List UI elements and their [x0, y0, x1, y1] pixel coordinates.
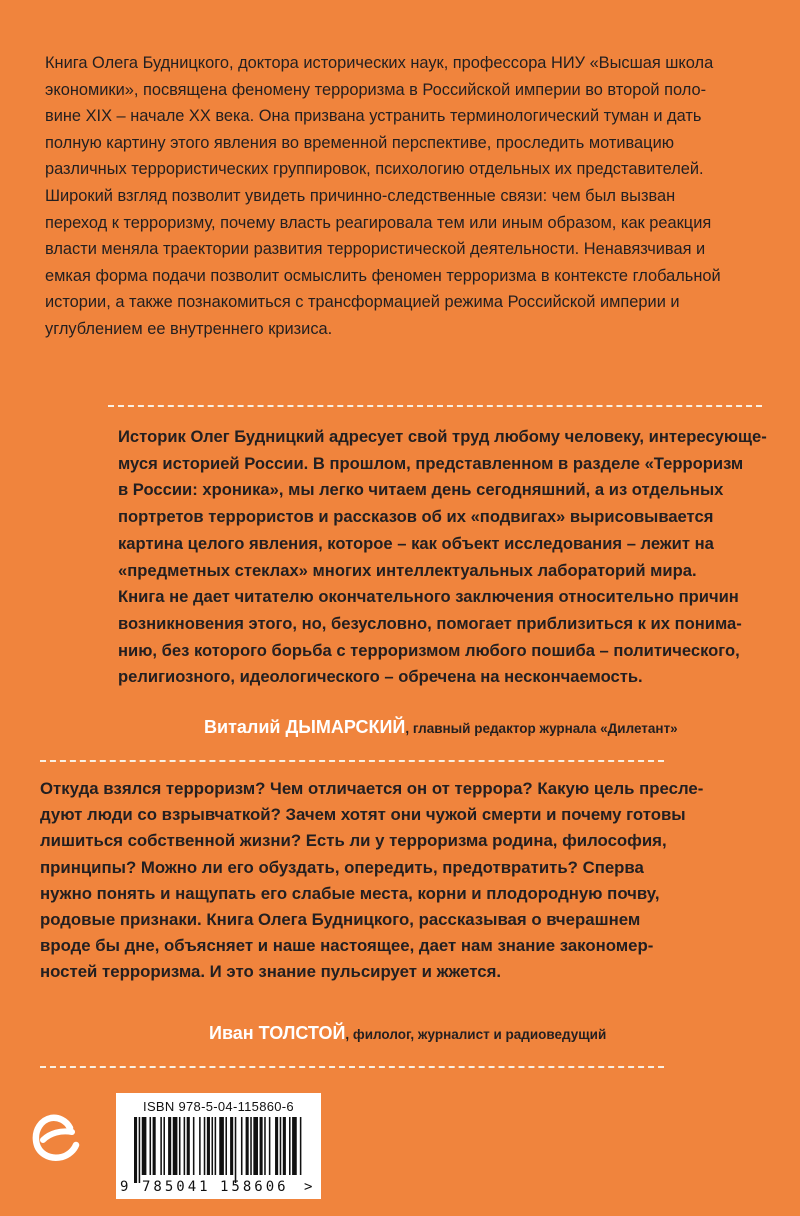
description-line: углублением ее внутреннего кризиса.: [45, 319, 333, 338]
description-line: полную картину этого явления во временной перспективе, проследить мотивацию: [45, 133, 675, 152]
barcode-group-left: 785041: [142, 1179, 211, 1195]
reviewer-last-name: ДЫМАРСКИЙ: [285, 717, 406, 737]
reviewer-role: , филолог, журналист и радиоведущий: [345, 1027, 607, 1042]
review-line: дуют люди со взрывчаткой? Зачем хотят они чужой смерти и почему готовы: [40, 805, 686, 825]
description-line: переход к терроризму, почему власть реагировала тем или иным образом, как реакция: [45, 213, 712, 232]
barcode-first-digit: 9: [120, 1179, 129, 1195]
dashed-divider: [40, 1066, 664, 1068]
review-line: нужно понять и нащупать его слабые места, корни и плодородную почву,: [40, 883, 660, 903]
eksmo-e-logo-icon: [32, 1110, 80, 1166]
review-line: ностей терроризма. И это знание пульсирует и жжется.: [40, 962, 502, 982]
review-dymarsky: [118, 424, 767, 691]
review-line: принципы? Можно ли его обуздать, опередить, предотвратить? Сперва: [40, 857, 644, 877]
review-line: в России: хроника», мы легко читаем день сегодняшний, а из отдельных: [118, 480, 724, 500]
review-line: возникновения этого, но, безусловно, помогает приблизиться к их понима-: [118, 613, 742, 633]
reviewer-role: , главный редактор журнала «Дилетант»: [405, 721, 678, 736]
review-tolstoy: [40, 776, 703, 986]
description-line: Широкий взгляд позволит увидеть причинно-следственные связи: чем был вызван: [45, 186, 676, 205]
review-line: религиозного, идеологического – обречена на нескончаемость.: [118, 667, 643, 687]
review-line: картина целого явления, которое – как объект исследования – лежит на: [118, 533, 714, 553]
reviewer-last-name: ТОЛСТОЙ: [258, 1023, 346, 1043]
review-line: вроде бы дне, объясняет и наше настоящее, дает нам знание закономер-: [40, 936, 654, 956]
reviewer-first-name: Иван: [209, 1023, 259, 1043]
review-line: «предметных стеклах» многих интеллектуальных лабораторий мира.: [118, 560, 697, 580]
review-line: муся историей России. В прошлом, представленном в разделе «Терроризм: [118, 453, 744, 473]
description-line: власти меняла траектории развития террористической деятельности. Ненавязчивая и: [45, 240, 706, 259]
review-line: нию, без которого борьба с терроризмом любого пошиба – политического,: [118, 640, 740, 660]
description-line: вине XIX – начале XX века. Она призвана устранить терминологический туман и дать: [45, 107, 702, 126]
review-line: Откуда взялся терроризм? Чем отличается он от террора? Какую цель пресле-: [40, 779, 704, 798]
isbn-number: ISBN 978-5-04-115860-6: [143, 1099, 294, 1114]
description-line: различных террористических группировок, психологию отдельных их представителей.: [45, 160, 704, 179]
isbn-barcode: [116, 1093, 321, 1199]
book-description: [45, 50, 721, 343]
reviewer-signature: [209, 1023, 606, 1044]
reviewer-first-name: Виталий: [204, 717, 286, 737]
review-line: родовые признаки. Книга Олега Будницкого, рассказывая о вчерашнем: [40, 910, 641, 930]
review-line: Историк Олег Будницкий адресует свой труд любому человеку, интересующе-: [118, 427, 767, 446]
description-line: истории, а также познакомиться с трансформацией режима Российской империи и: [45, 293, 680, 312]
description-line: емкая форма подачи позволит осмыслить феномен терроризма в контексте глобальной: [45, 266, 721, 285]
barcode-group-right: 158606: [220, 1179, 289, 1195]
review-line: лишиться собственной жизни? Есть ли у терроризма родина, философия,: [40, 831, 667, 851]
review-line: портретов террористов и рассказов об их «подвигах» вырисовывается: [118, 507, 714, 527]
barcode-marker: >: [304, 1179, 313, 1195]
description-line: экономики», посвящена феномену терроризма в Российской империи во второй поло-: [45, 80, 707, 99]
dashed-divider: [40, 760, 664, 762]
review-line: Книга не дает читателю окончательного заключения относительно причин: [118, 587, 739, 607]
reviewer-signature: [204, 717, 678, 738]
description-line: Книга Олега Будницкого, доктора исторических наук, профессора НИУ «Высшая школа: [45, 54, 714, 72]
dashed-divider: [108, 405, 762, 407]
